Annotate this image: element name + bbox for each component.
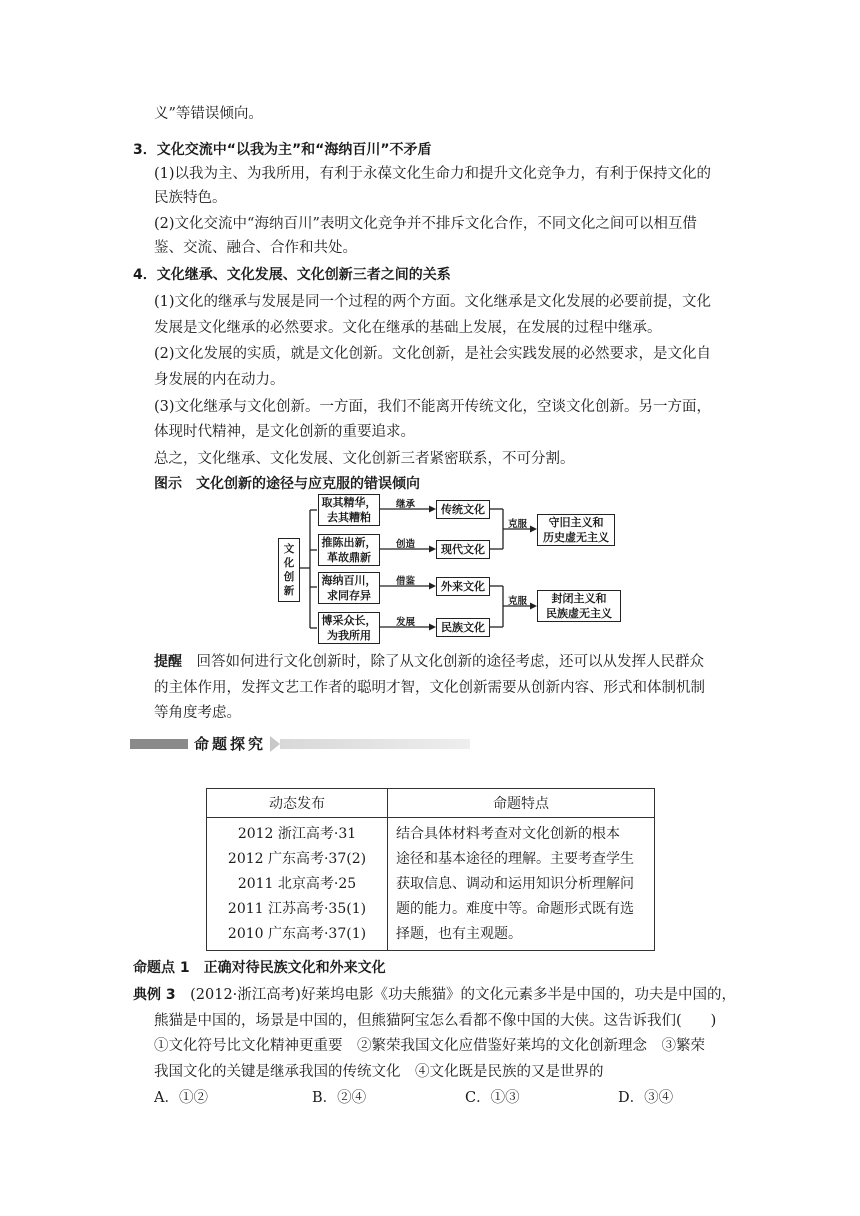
error-box: 封闭主义和 民族虚无主义 bbox=[537, 590, 621, 622]
section-banner bbox=[130, 736, 470, 752]
tip-text: 回答如何进行文化创新时，除了从文化创新的途径考虑，还可以从发挥人民群众 bbox=[182, 654, 704, 670]
point-title: 命题点 1 正确对待民族文化和外来文化 bbox=[133, 960, 386, 976]
figure-title: 图示 文化创新的途径与应克服的错误倾向 bbox=[154, 476, 420, 492]
feature-line: 获取信息、调动和运用知识分析理解问 bbox=[396, 876, 634, 892]
object-box: 传统文化 bbox=[436, 500, 490, 519]
overcome-label: 克服 bbox=[508, 596, 528, 607]
text-line: 的主体作用，发挥文艺工作者的聪明才智，文化创新需要从创新内容、形式和体制机制 bbox=[154, 680, 705, 696]
question-text: (2012·浙江高考)好莱坞电影《功夫熊猫》的文化元素多半是中国的，功夫是中国的， bbox=[175, 987, 736, 1003]
text-line: 义”等错误倾向。 bbox=[154, 106, 263, 122]
option-d: D．③④ bbox=[618, 1090, 674, 1106]
source-item: 2012 浙江高考·31 bbox=[237, 826, 357, 842]
banner-bar bbox=[130, 739, 188, 749]
text-line: 民族特色。 bbox=[154, 190, 227, 206]
table-header: 命题特点 bbox=[388, 789, 655, 818]
table-cell-sources bbox=[207, 818, 388, 951]
table-cell-features bbox=[388, 818, 655, 951]
tip-label: 提醒 bbox=[154, 654, 182, 670]
source-item: 2012 广东高考·37(2) bbox=[227, 851, 367, 867]
text-line: (2)文化交流中“海纳百川”表明文化竞争并不排斥文化合作，不同文化之间可以相互借 bbox=[154, 216, 697, 232]
example-label: 典例 3 bbox=[133, 987, 176, 1003]
option-c: C．①③ bbox=[465, 1090, 520, 1106]
section-heading: 4．文化继承、文化发展、文化创新三者之间的关系 bbox=[133, 267, 451, 283]
option-a: A．①② bbox=[154, 1090, 208, 1106]
banner-title: 命题探究 bbox=[194, 735, 267, 753]
question-line: 熊猫是中国的，场景是中国的，但熊猫阿宝怎么看都不像中国的大侠。这告诉我们( ) bbox=[154, 1013, 717, 1029]
tip-line bbox=[154, 652, 704, 672]
action-label: 继承 bbox=[396, 499, 416, 510]
text-line: 体现时代精神，是文化创新的重要追求。 bbox=[154, 424, 415, 440]
text-line: 发展是文化继承的必然要求。文化在继承的基础上发展，在发展的过程中继承。 bbox=[154, 320, 662, 336]
text-line: 鉴、交流、融合、合作和共处。 bbox=[154, 240, 357, 256]
text-line: 等角度考虑。 bbox=[154, 705, 241, 721]
table-header: 动态发布 bbox=[207, 789, 388, 818]
text-line: 总之，文化继承、文化发展、文化创新三者紧密联系，不可分割。 bbox=[154, 451, 575, 467]
feature-line: 途径和基本途径的理解。主要考查学生 bbox=[396, 851, 634, 867]
source-item: 2010 广东高考·37(1) bbox=[227, 926, 367, 942]
banner-chevron bbox=[270, 736, 280, 752]
way-box: 推陈出新， 革故鼎新 bbox=[318, 534, 380, 566]
question-line bbox=[133, 985, 736, 1005]
action-label: 发展 bbox=[396, 617, 416, 628]
object-box: 民族文化 bbox=[436, 618, 490, 637]
banner-bar bbox=[280, 739, 470, 749]
text-line: (1)以我为主、为我所用，有利于永葆文化生命力和提升文化竞争力，有利于保持文化的 bbox=[154, 166, 712, 182]
source-item: 2011 北京高考·25 bbox=[237, 876, 357, 892]
root-box: 文 化 创 新 bbox=[278, 538, 300, 602]
way-box: 海纳百川， 求同存异 bbox=[318, 572, 380, 604]
action-label: 创造 bbox=[396, 539, 416, 550]
way-box: 博采众长， 为我所用 bbox=[318, 612, 380, 644]
feature-line: 题的能力。难度中等。命题形式既有选 bbox=[396, 901, 634, 917]
way-box: 取其精华， 去其糟粕 bbox=[318, 494, 380, 526]
source-item: 2011 江苏高考·35(1) bbox=[227, 901, 367, 917]
text-line: (2)文化发展的实质，就是文化创新。文化创新，是社会实践发展的必然要求，是文化自 bbox=[154, 346, 712, 362]
innovation-diagram bbox=[275, 490, 635, 645]
section-heading: 3．文化交流中“以我为主”和“海纳百川”不矛盾 bbox=[133, 142, 432, 158]
feature-line: 结合具体材料考查对文化创新的根本 bbox=[396, 826, 620, 842]
question-line: 我国文化的关键是继承我国的传统文化 ④文化既是民族的又是世界的 bbox=[154, 1064, 604, 1080]
feature-line: 择题，也有主观题。 bbox=[396, 926, 522, 942]
error-box: 守旧主义和 历史虚无主义 bbox=[537, 514, 615, 546]
object-box: 外来文化 bbox=[436, 577, 490, 596]
text-line: 身发展的内在动力。 bbox=[154, 372, 285, 388]
trend-table bbox=[206, 788, 655, 951]
text-line: (3)文化继承与文化创新。一方面，我们不能离开传统文化，空谈文化创新。另一方面， bbox=[154, 399, 712, 415]
object-box: 现代文化 bbox=[436, 540, 490, 559]
question-line: ①文化符号比文化精神更重要 ②繁荣我国文化应借鉴好莱坞的文化创新理念 ③繁荣 bbox=[154, 1038, 705, 1054]
text-line: (1)文化的继承与发展是同一个过程的两个方面。文化继承是文化发展的必要前提，文化 bbox=[154, 294, 712, 310]
overcome-label: 克服 bbox=[508, 519, 528, 530]
action-label: 借鉴 bbox=[396, 576, 416, 587]
option-b: B．②④ bbox=[312, 1090, 367, 1106]
